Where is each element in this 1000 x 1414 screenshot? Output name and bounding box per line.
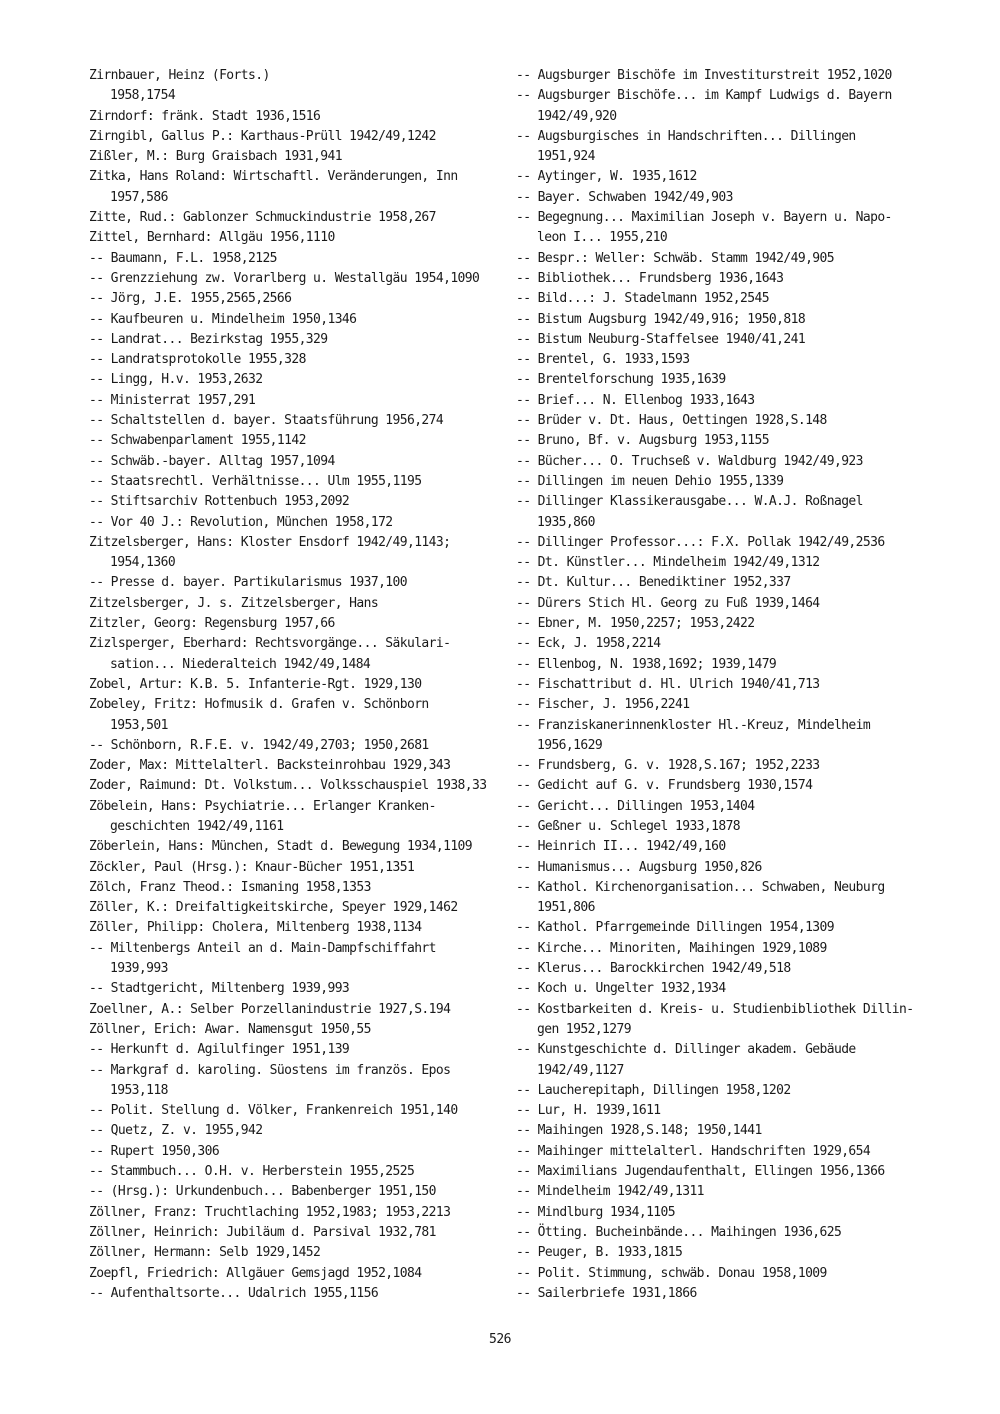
entry-text: -- Polit. Stimmung, schwäb. Donau 1958,1009 bbox=[516, 1265, 827, 1281]
index-entry bbox=[516, 1182, 921, 1202]
entry-text: -- Aufenthaltsorte... Udalrich 1955,1156 bbox=[89, 1285, 379, 1301]
entry-text: -- Frundsberg, G. v. 1928,S.167; 1952,2233 bbox=[516, 758, 820, 774]
index-entry bbox=[516, 350, 921, 370]
index-entry bbox=[516, 634, 921, 654]
index-entry bbox=[89, 594, 504, 614]
index-entry bbox=[89, 776, 504, 796]
entry-continuation: 1954,1360 bbox=[110, 555, 176, 571]
index-entry bbox=[89, 147, 504, 167]
entry-text: Zöller, Philipp: Cholera, Miltenberg 1938,1134 bbox=[89, 920, 422, 936]
index-entry bbox=[89, 634, 504, 675]
entry-text: -- Maximilians Jugendaufenthalt, Ellingen 1956,1366 bbox=[516, 1164, 885, 1180]
index-entry bbox=[89, 1040, 504, 1060]
entry-text: -- Quetz, Z. v. 1955,942 bbox=[89, 1123, 263, 1139]
entry-text: -- Landrat... Bezirkstag 1955,329 bbox=[89, 331, 328, 347]
index-entry bbox=[516, 858, 921, 878]
index-entry bbox=[89, 837, 504, 857]
entry-continuation: 1958,1754 bbox=[110, 88, 176, 104]
entry-text: -- Humanismus... Augsburg 1950,826 bbox=[516, 859, 762, 875]
index-entry bbox=[89, 66, 504, 86]
index-entry bbox=[516, 208, 921, 249]
index-entry bbox=[516, 1284, 921, 1304]
entry-continuation: leon I... 1955,210 bbox=[537, 230, 668, 246]
index-entry bbox=[516, 269, 921, 289]
entry-text: -- Polit. Stellung d. Völker, Frankenreich 1951,140 bbox=[89, 1103, 458, 1119]
index-entry bbox=[516, 127, 921, 168]
index-entry bbox=[516, 1081, 921, 1101]
entry-text: -- Schwabenparlament 1955,1142 bbox=[89, 433, 306, 449]
entry-text: -- Bücher... O. Truchseß v. Waldburg 1942/49,923 bbox=[516, 453, 863, 469]
index-entry bbox=[89, 208, 504, 228]
entry-text: Zoder, Raimund: Dt. Volkstum... Volksschauspiel 1938,33 bbox=[89, 778, 487, 794]
index-entry bbox=[516, 959, 921, 979]
entry-text: -- Ebner, M. 1950,2257; 1953,2422 bbox=[516, 616, 755, 632]
entry-continuation: 1942/49,920 bbox=[537, 108, 617, 124]
entry-text: -- Kirche... Minoriten, Maihingen 1929,1089 bbox=[516, 940, 827, 956]
entry-text: -- Brüder v. Dt. Haus, Oettingen 1928,S.148 bbox=[516, 413, 827, 429]
index-entry bbox=[89, 1101, 504, 1121]
entry-text: -- Franziskanerinnenkloster Hl.-Kreuz, Mindelheim bbox=[516, 717, 871, 733]
entry-continuation: sation... Niederalteich 1942/49,1484 bbox=[110, 656, 371, 672]
entry-text: Zöberlein, Hans: München, Stadt d. Bewegung 1934,1109 bbox=[89, 839, 473, 855]
entry-text: -- Dillinger Professor...: F.X. Pollak 1942/49,2536 bbox=[516, 534, 885, 550]
entry-continuation: gen 1952,1279 bbox=[537, 1021, 631, 1037]
index-entry bbox=[516, 1121, 921, 1141]
index-entry bbox=[516, 289, 921, 309]
index-entry bbox=[89, 1284, 504, 1304]
index-entry bbox=[516, 188, 921, 208]
index-entry bbox=[89, 350, 504, 370]
index-entry bbox=[89, 411, 504, 431]
index-entry bbox=[89, 573, 504, 593]
entry-text: -- Bild...: J. Stadelmann 1952,2545 bbox=[516, 291, 769, 307]
index-entry bbox=[516, 431, 921, 451]
entry-text: -- Brentelforschung 1935,1639 bbox=[516, 372, 726, 388]
entry-text: Zöllner, Hermann: Selb 1929,1452 bbox=[89, 1245, 321, 1261]
entry-text: -- Mindelheim 1942/49,1311 bbox=[516, 1184, 704, 1200]
entry-text: Zöllner, Heinrich: Jubiläum d. Parsival 1932,781 bbox=[89, 1224, 436, 1240]
entry-continuation: 1951,924 bbox=[537, 149, 595, 165]
index-entry bbox=[516, 472, 921, 492]
entry-text: -- Dt. Kultur... Benediktiner 1952,337 bbox=[516, 575, 791, 591]
entry-text: -- Grenzziehung zw. Vorarlberg u. Westallgäu 1954,1090 bbox=[89, 270, 480, 286]
index-entry bbox=[89, 107, 504, 127]
entry-text: -- Bistum Augsburg 1942/49,916; 1950,818 bbox=[516, 311, 806, 327]
index-entry bbox=[516, 370, 921, 390]
entry-text: -- Gericht... Dillingen 1953,1404 bbox=[516, 798, 755, 814]
entry-text: Zöckler, Paul (Hrsg.): Knaur-Bücher 1951,1351 bbox=[89, 859, 415, 875]
entry-text: -- Fischer, J. 1956,2241 bbox=[516, 697, 690, 713]
entry-text: -- Baumann, F.L. 1958,2125 bbox=[89, 250, 277, 266]
entry-text: -- Augsburger Bischöfe im Investiturstreit 1952,1020 bbox=[516, 68, 892, 83]
entry-text: -- Stiftsarchiv Rottenbuch 1953,2092 bbox=[89, 494, 350, 510]
entry-text: -- Presse d. bayer. Partikularismus 1937,100 bbox=[89, 575, 407, 591]
entry-text: Zitzelsberger, J. s. Zitzelsberger, Hans bbox=[89, 595, 379, 611]
entry-text: -- Kathol. Pfarrgemeinde Dillingen 1954,1309 bbox=[516, 920, 834, 936]
entry-text: Zitzler, Georg: Regensburg 1957,66 bbox=[89, 616, 335, 632]
index-entry bbox=[89, 310, 504, 330]
index-entry bbox=[89, 127, 504, 147]
entry-continuation: 1939,993 bbox=[110, 961, 168, 977]
entry-text: -- Brentel, G. 1933,1593 bbox=[516, 352, 690, 368]
right-column bbox=[516, 66, 921, 1304]
entry-continuation: 1953,501 bbox=[110, 717, 168, 733]
entry-text: -- Lur, H. 1939,1611 bbox=[516, 1103, 661, 1119]
index-entry bbox=[89, 533, 504, 574]
entry-text: Zizlsperger, Eberhard: Rechtsvorgänge... Säkulari- bbox=[89, 636, 451, 652]
page-number: 526 bbox=[489, 1332, 511, 1347]
entry-text: -- Dillingen im neuen Dehio 1955,1339 bbox=[516, 473, 784, 489]
index-entry bbox=[89, 979, 504, 999]
index-entry bbox=[89, 249, 504, 269]
index-entry bbox=[89, 1000, 504, 1020]
index-entry bbox=[516, 553, 921, 573]
entry-text: -- Kathol. Kirchenorganisation... Schwaben, Neuburg bbox=[516, 879, 885, 895]
index-entry bbox=[516, 1223, 921, 1243]
index-entry bbox=[89, 1121, 504, 1141]
index-entry bbox=[516, 614, 921, 634]
entry-text: -- Dt. Künstler... Mindelheim 1942/49,1312 bbox=[516, 555, 820, 571]
index-entry bbox=[516, 594, 921, 614]
entry-text: Zoepfl, Friedrich: Allgäuer Gemsjagd 1952,1084 bbox=[89, 1265, 422, 1281]
index-entry bbox=[516, 86, 921, 127]
entry-text: -- Schaltstellen d. bayer. Staatsführung 1956,274 bbox=[89, 413, 444, 429]
entry-text: -- Sailerbriefe 1931,1866 bbox=[516, 1285, 697, 1301]
entry-continuation: 1957,586 bbox=[110, 189, 168, 205]
index-entry bbox=[89, 431, 504, 451]
entry-text: -- Maihinger mittelalterl. Handschriften 1929,654 bbox=[516, 1143, 871, 1159]
index-entry bbox=[516, 878, 921, 919]
entry-text: -- Stadtgericht, Miltenberg 1939,993 bbox=[89, 981, 350, 997]
index-entry bbox=[89, 370, 504, 390]
index-entry bbox=[89, 269, 504, 289]
index-entry bbox=[89, 289, 504, 309]
entry-text: -- Augsburger Bischöfe... im Kampf Ludwigs d. Bayern bbox=[516, 88, 892, 104]
entry-text: -- Bistum Neuburg-Staffelsee 1940/41,241 bbox=[516, 331, 806, 347]
entry-text: Zölch, Franz Theod.: Ismaning 1958,1353 bbox=[89, 879, 371, 895]
index-entry bbox=[89, 1223, 504, 1243]
entry-text: -- Ötting. Bucheinbände... Maihingen 1936,625 bbox=[516, 1224, 842, 1240]
entry-text: -- Schwäb.-bayer. Alltag 1957,1094 bbox=[89, 453, 335, 469]
entry-text: Zirngibl, Gallus P.: Karthaus-Prüll 1942/49,1242 bbox=[89, 128, 436, 144]
index-entry bbox=[516, 1203, 921, 1223]
entry-text: Zitzelsberger, Hans: Kloster Ensdorf 1942/49,1143; bbox=[89, 534, 451, 550]
index-entry bbox=[516, 979, 921, 999]
entry-text: -- Maihingen 1928,S.148; 1950,1441 bbox=[516, 1123, 762, 1139]
entry-text: Zittel, Bernhard: Allgäu 1956,1110 bbox=[89, 230, 335, 246]
entry-text: Zirnbauer, Heinz (Forts.) bbox=[89, 68, 270, 83]
index-entry bbox=[516, 918, 921, 938]
index-entry bbox=[89, 1162, 504, 1182]
entry-text: -- Bibliothek... Frundsberg 1936,1643 bbox=[516, 270, 784, 286]
entry-text: -- Klerus... Barockkirchen 1942/49,518 bbox=[516, 961, 791, 977]
entry-text: -- Rupert 1950,306 bbox=[89, 1143, 220, 1159]
index-entry bbox=[89, 167, 504, 208]
entry-text: -- Eck, J. 1958,2214 bbox=[516, 636, 661, 652]
entry-text: -- Staatsrechtl. Verhältnisse... Ulm 1955,1195 bbox=[89, 473, 422, 489]
entry-text: -- Jörg, J.E. 1955,2565,2566 bbox=[89, 291, 292, 307]
index-entry bbox=[516, 533, 921, 553]
index-entry bbox=[516, 167, 921, 187]
index-entry bbox=[89, 1061, 504, 1102]
index-entry bbox=[89, 736, 504, 756]
entry-text: -- Kostbarkeiten d. Kreis- u. Studienbibliothek Dillin- bbox=[516, 1001, 914, 1017]
index-entry bbox=[89, 939, 504, 980]
index-entry bbox=[89, 675, 504, 695]
entry-text: -- Bespr.: Weller: Schwäb. Stamm 1942/49,905 bbox=[516, 250, 834, 266]
entry-text: -- (Hrsg.): Urkundenbuch... Babenberger 1951,150 bbox=[89, 1184, 436, 1200]
index-entry bbox=[516, 1243, 921, 1263]
entry-text: Zobel, Artur: K.B. 5. Infanterie-Rgt. 1929,130 bbox=[89, 676, 422, 692]
entry-text: -- Laucherepitaph, Dillingen 1958,1202 bbox=[516, 1082, 791, 1098]
entry-text: -- Ellenbog, N. 1938,1692; 1939,1479 bbox=[516, 656, 777, 672]
index-entry bbox=[89, 918, 504, 938]
entry-continuation: 1942/49,1127 bbox=[537, 1062, 624, 1078]
index-entry bbox=[516, 776, 921, 796]
entry-text: -- Dillinger Klassikerausgabe... W.A.J. Roßnagel bbox=[516, 494, 863, 510]
entry-text: Zobeley, Fritz: Hofmusik d. Grafen v. Schönborn bbox=[89, 697, 429, 713]
index-entry bbox=[89, 472, 504, 492]
index-entry bbox=[516, 1101, 921, 1121]
entry-text: Zöller, K.: Dreifaltigkeitskirche, Speyer 1929,1462 bbox=[89, 900, 458, 916]
index-entry bbox=[89, 330, 504, 350]
entry-text: -- Aytinger, W. 1935,1612 bbox=[516, 169, 697, 185]
entry-text: -- Lingg, H.v. 1953,2632 bbox=[89, 372, 263, 388]
index-entry bbox=[516, 452, 921, 472]
index-entry bbox=[516, 573, 921, 593]
index-entry bbox=[89, 1182, 504, 1202]
index-entry bbox=[89, 1264, 504, 1284]
index-entry bbox=[516, 249, 921, 269]
entry-text: -- Dürers Stich Hl. Georg zu Fuß 1939,1464 bbox=[516, 595, 820, 611]
index-entry bbox=[516, 797, 921, 817]
entry-text: -- Peuger, B. 1933,1815 bbox=[516, 1245, 683, 1261]
index-entry bbox=[89, 695, 504, 736]
entry-text: Zöbelein, Hans: Psychiatrie... Erlanger Kranken- bbox=[89, 798, 436, 814]
index-entry bbox=[516, 675, 921, 695]
index-entry bbox=[516, 716, 921, 757]
entry-text: -- Schönborn, R.F.E. v. 1942/49,2703; 1950,2681 bbox=[89, 737, 429, 753]
index-entry bbox=[516, 330, 921, 350]
entry-text: -- Geßner u. Schlegel 1933,1878 bbox=[516, 818, 741, 834]
index-entry bbox=[516, 411, 921, 431]
index-entry bbox=[516, 756, 921, 776]
entry-text: Zöllner, Erich: Awar. Namensgut 1950,55 bbox=[89, 1021, 371, 1037]
entry-text: -- Vor 40 J.: Revolution, München 1958,172 bbox=[89, 514, 393, 530]
entry-text: -- Begegnung... Maximilian Joseph v. Bayern u. Napo- bbox=[516, 210, 892, 226]
entry-text: -- Heinrich II... 1942/49,160 bbox=[516, 839, 726, 855]
index-entry bbox=[89, 1020, 504, 1040]
entry-text: -- Landratsprotokolle 1955,328 bbox=[89, 352, 306, 368]
index-entry bbox=[516, 1162, 921, 1182]
entry-continuation: 1953,118 bbox=[110, 1082, 168, 1098]
entry-text: -- Miltenbergs Anteil an d. Main-Dampfschiffahrt bbox=[89, 940, 436, 956]
index-entry bbox=[516, 1040, 921, 1081]
index-entry bbox=[516, 1264, 921, 1284]
index-entry bbox=[89, 797, 504, 838]
entry-text: Zirndorf: fränk. Stadt 1936,1516 bbox=[89, 108, 321, 124]
entry-text: Zißler, M.: Burg Graisbach 1931,941 bbox=[89, 149, 342, 165]
entry-text: Zöllner, Franz: Truchtlaching 1952,1983; 1953,2213 bbox=[89, 1204, 451, 1220]
index-entry bbox=[89, 513, 504, 533]
index-entry bbox=[89, 1243, 504, 1263]
entry-text: Zitte, Rud.: Gablonzer Schmuckindustrie 1958,267 bbox=[89, 210, 436, 226]
index-entry bbox=[89, 492, 504, 512]
index-entry bbox=[89, 614, 504, 634]
entry-continuation: 1956,1629 bbox=[537, 737, 603, 753]
entry-text: -- Brief... N. Ellenbog 1933,1643 bbox=[516, 392, 755, 408]
entry-text: -- Fischattribut d. Hl. Ulrich 1940/41,713 bbox=[516, 676, 820, 692]
entry-text: Zoellner, A.: Selber Porzellanindustrie 1927,S.194 bbox=[89, 1001, 451, 1017]
index-entry bbox=[516, 1142, 921, 1162]
entry-text: Zitka, Hans Roland: Wirtschaftl. Veränderungen, Inn bbox=[89, 169, 458, 185]
index-entry bbox=[516, 310, 921, 330]
index-entry bbox=[89, 878, 504, 898]
entry-continuation: geschichten 1942/49,1161 bbox=[110, 818, 284, 834]
index-entry bbox=[89, 86, 504, 106]
entry-text: -- Kaufbeuren u. Mindelheim 1950,1346 bbox=[89, 311, 357, 327]
index-entry bbox=[89, 391, 504, 411]
entry-continuation: 1935,860 bbox=[537, 514, 595, 530]
entry-text: -- Bayer. Schwaben 1942/49,903 bbox=[516, 189, 733, 205]
index-entry bbox=[89, 1203, 504, 1223]
index-entry bbox=[89, 452, 504, 472]
index-entry bbox=[89, 228, 504, 248]
entry-text: Zoder, Max: Mittelalterl. Backsteinrohbau 1929,343 bbox=[89, 758, 451, 774]
index-entry bbox=[89, 858, 504, 878]
index-entry bbox=[516, 837, 921, 857]
entry-text: -- Stammbuch... O.H. v. Herberstein 1955,2525 bbox=[89, 1164, 415, 1180]
index-entry bbox=[516, 66, 921, 86]
index-entry bbox=[89, 1142, 504, 1162]
index-entry bbox=[516, 492, 921, 533]
index-entry bbox=[516, 695, 921, 715]
index-entry bbox=[516, 939, 921, 959]
entry-text: -- Bruno, Bf. v. Augsburg 1953,1155 bbox=[516, 433, 769, 449]
entry-text: -- Ministerrat 1957,291 bbox=[89, 392, 256, 408]
entry-text: -- Herkunft d. Agilulfinger 1951,139 bbox=[89, 1042, 350, 1058]
index-entry bbox=[516, 1000, 921, 1041]
entry-text: -- Mindlburg 1934,1105 bbox=[516, 1204, 675, 1220]
entry-text: -- Kunstgeschichte d. Dillinger akadem. Gebäude bbox=[516, 1042, 856, 1058]
entry-text: -- Markgraf d. karoling. Süostens im französ. Epos bbox=[89, 1062, 451, 1078]
index-entry bbox=[516, 817, 921, 837]
index-entry bbox=[89, 898, 504, 918]
entry-text: -- Koch u. Ungelter 1932,1934 bbox=[516, 981, 726, 997]
index-entry bbox=[516, 391, 921, 411]
left-column bbox=[89, 66, 504, 1304]
index-entry bbox=[89, 756, 504, 776]
entry-text: -- Augsburgisches in Handschriften... Dillingen bbox=[516, 128, 856, 144]
index-entry bbox=[516, 655, 921, 675]
entry-text: -- Gedicht auf G. v. Frundsberg 1930,1574 bbox=[516, 778, 813, 794]
entry-continuation: 1951,806 bbox=[537, 900, 595, 916]
